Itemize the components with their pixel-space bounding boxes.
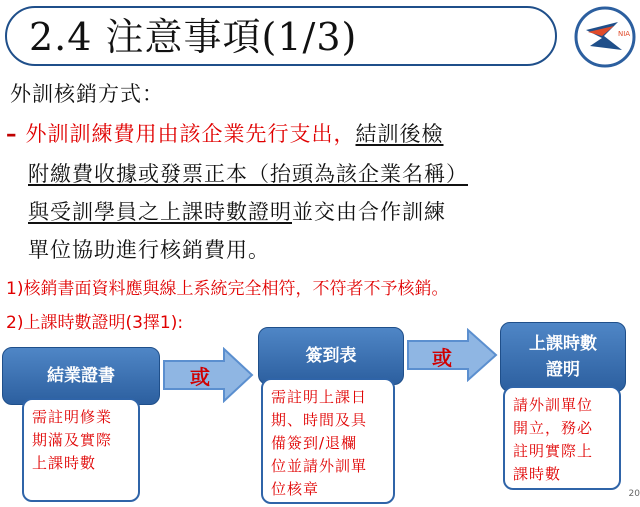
bullet-line-1	[6, 118, 444, 148]
detail-line: 課時數	[513, 465, 562, 483]
right-arrow-icon	[406, 328, 498, 382]
detail-line: 上課時數	[32, 454, 97, 472]
step-sign-in-sheet-title: 簽到表	[305, 346, 357, 366]
bullet-line-3-rest: 並交由合作訓練	[292, 200, 446, 224]
detail-line: 期、時間及具	[271, 411, 368, 429]
detail-line: 開立，務必	[513, 419, 594, 437]
detail-line: 備簽到/退欄	[271, 434, 358, 452]
logo-text: NIA	[618, 30, 631, 38]
step-hours-title-line: 證明	[546, 360, 580, 380]
bullet-dash: –	[6, 122, 18, 146]
page-title: 2.4 注意事項(1/3)	[29, 15, 358, 59]
bullet-underlined-text: 結訓後檢	[355, 122, 444, 146]
bullet-line-2	[28, 158, 468, 188]
bullet-line-3	[28, 196, 446, 226]
detail-line: 期滿及實際	[32, 431, 113, 449]
step-sign-in-sheet	[258, 327, 404, 385]
detail-line: 需註明修業	[32, 408, 113, 426]
detail-line: 請外訓單位	[513, 396, 594, 414]
step-certificate-detail	[22, 398, 140, 502]
step-certificate	[2, 347, 160, 405]
section-heading: 外訓核銷方式：	[10, 82, 164, 106]
or-label: 或	[432, 346, 452, 370]
page-number: 20	[628, 489, 640, 499]
detail-line: 位核章	[271, 480, 320, 498]
detail-line: 位並請外訓單	[271, 457, 368, 475]
step-certificate-title: 結業證書	[47, 366, 115, 386]
title-bar	[5, 6, 557, 66]
detail-line: 註明實際上	[513, 442, 594, 460]
step-sign-in-sheet-detail	[261, 378, 395, 504]
step-hours-title-line: 上課時數	[529, 334, 597, 354]
detail-line: 需註明上課日	[271, 388, 368, 406]
bullet-line-2-text: 附繳費收據或發票正本（抬頭為該企業名稱）	[28, 162, 468, 186]
bullet-red-text: 外訓訓練費用由該企業先行支出，	[25, 122, 356, 146]
or-label: 或	[190, 365, 210, 389]
logo-icon	[574, 6, 636, 68]
step-hours-certificate-detail	[503, 386, 621, 490]
bullet-line-4: 單位協助進行核銷費用。	[28, 238, 270, 262]
note-1: 1)核銷書面資料應與線上系統完全相符，不符者不予核銷。	[6, 279, 449, 299]
bullet-line-3-underlined: 與受訓學員之上課時數證明	[28, 200, 292, 224]
note-2: 2)上課時數證明(3擇1):	[6, 313, 184, 333]
step-hours-certificate	[500, 322, 626, 392]
